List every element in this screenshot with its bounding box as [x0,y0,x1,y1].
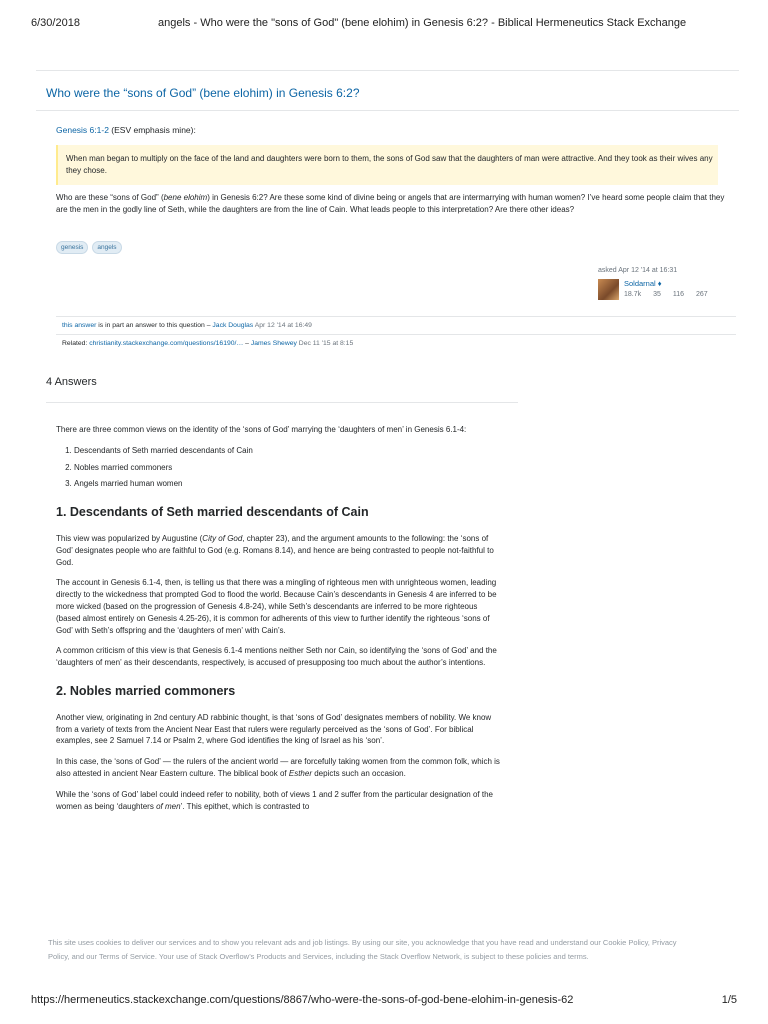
comment [56,316,736,334]
blockquote-text: When man began to multiply on the face of the land and daughters were born to them, the sons of God saw that the daughters of man were attractive. And they took as their wives any they chose. [66,154,713,175]
paragraph-text: ’. This epithet, which is contrasted to [180,801,310,811]
question-intro-text: (ESV emphasis mine): [108,125,196,135]
asked-timestamp: asked Apr 12 '14 at 16:31 [598,267,678,274]
divider [36,110,739,111]
paragraph-emphasis: Esther [288,768,312,778]
comment-user-link[interactable]: James Shewey [250,340,297,347]
owner-username-link[interactable]: Soldarnal ♦ [624,279,662,288]
comment-user-link[interactable]: Jack Douglas [212,322,254,329]
paragraph [56,533,502,568]
paragraph: A common criticism of this view is that Genesis 6.1-4 mentions neither Seth nor Cain, so identifying the ‘sons of God’ and the ‘daughters of men’ as their descendants, respectively, is accused of presupposing too much about the author’s intentions. [56,646,497,668]
question-body-part-2: ) in Genesis 6:2? Are these some kind of divine being or angels that are intermarrying with human women? I’ve heard some people claim that they are the men in the godly line of Seth, while the daughters are from the line of Cain. What leads people to this interpretation? Are there other ideas? [56,193,725,214]
paragraph-emphasis: City of God [202,533,243,543]
reputation-stats [624,291,718,298]
question-intro [56,125,196,135]
question-title-link[interactable]: Who were the “sons of God” (bene elohim) in Genesis 6:2? [46,86,360,100]
divider [46,402,518,403]
paragraph [56,789,502,813]
print-url: https://hermeneutics.stackexchange.com/questions/8867/who-were-the-sons-of-god-bene-elohim-in-genesis-62 [31,994,574,1006]
paragraph: The account in Genesis 6.1-4, then, is telling us that there was a mingling of righteous men with unrighteous women, leading directly to the wickedness that prompted God to flood the world. Because Cain’s descendants in Genesis 4 are inferred to be more wicked (based on the progression of Genesis 4.8-24), while Seth’s descendants are inferred to be more righteous (based almost entirely on Genesis 4.25-26), it is common for adherents of this view to further identify the righteous ‘sons of God’ with Seth’s offspring and the ‘daughters of men’ with Cain’s. [56,578,497,635]
paragraph-text: While the ‘sons of God’ label could indeed refer to nobility, both of views 1 and 2 suffer from the particular designation of the women as being ‘daughters [56,789,493,811]
comment-link[interactable]: this answer [62,322,97,329]
comment-prefix: Related: [62,340,90,347]
silver-badge-count: 116 [672,291,684,298]
paragraph: Another view, originating in 2nd century AD rabbinic thought, is that ‘sons of God’ designates members of nobility. We know from a variety of texts from the Ancient Near East that rulers were regularly perceived as the ‘sons of God’. For biblical examples, see 2 Samuel 7.14 or Psalm 2, where God identifies the king of Israel as his ‘son’. [56,712,492,746]
views-list [56,445,502,490]
paragraph-text: , chapter 23), and the argument amounts to the following: the ‘sons of God’ designates people who are faithful to God (e.g. Romans 8.14), and hence are being contrasted to people not-faithful to God. [56,533,494,567]
cookie-notice-text: This site uses cookies to deliver our services and to show you relevant ads and job listings. By using our site, you acknowledge that you have read and understand our Cookie Policy, Privacy Policy, and our Terms of Service. Your use of Stack Overflow’s Products and Services, including the Stack Overflow Network, is subject to these policies and terms. [48,938,677,961]
gold-badge-count: 35 [653,291,661,298]
question-body-emphasis: bene elohim [163,193,208,202]
comment-link[interactable]: christianity.stackexchange.com/questions/16190/… [89,340,244,347]
answer-intro: There are three common views on the identity of the ‘sons of God’ marrying the ‘daughters of men’ in Genesis 6.1-4: [56,425,467,434]
comment-text: is in part an answer to this question – [96,322,213,329]
comment-timestamp: Dec 11 '15 at 8:15 [296,340,354,347]
list-item: 2. Nobles married commoners [74,462,502,474]
cookie-notice-banner [0,932,768,980]
list-item: 3. Angels married human women [74,478,502,490]
answer-body [56,424,502,821]
comment [56,334,736,352]
list-item: 1. Descendants of Seth married descendants of Cain [74,445,502,457]
print-page-title: angels - Who were the "sons of God" (bene elohim) in Genesis 6:2? - Biblical Hermeneutics Stack Exchange [158,17,687,29]
reputation-score: 18.7k [624,291,642,298]
question-body-part-1: Who are these “sons of God” ( [56,193,164,202]
answers-count-heading: 4 Answers [46,376,97,388]
print-date: 6/30/2018 [31,17,80,29]
bronze-badge-count: 267 [695,291,708,298]
paragraph-text: depicts such an occasion. [312,768,406,778]
avatar[interactable] [598,279,619,300]
paragraph-text: This view was popularized by Augustine ( [56,533,203,543]
tag-genesis[interactable]: genesis [56,241,88,254]
section-heading: 1. Descendants of Seth married descendants of Cain [56,505,369,520]
paragraph-text: In this case, the ‘sons of God’ — the rulers of the ancient world — are forcefully taking women from the common folk, which is also attested in ancient Near Eastern culture. The biblical book of [56,757,500,778]
blockquote [56,145,718,185]
page-number: 1/5 [721,994,737,1006]
comment-text: – [243,340,251,347]
tag-list [56,241,122,254]
section-heading: 2. Nobles married commoners [56,683,236,698]
paragraph-emphasis: of men [156,801,181,811]
paragraph [56,756,502,780]
tag-angels[interactable]: angels [92,241,121,254]
comment-timestamp: Apr 12 '14 at 16:49 [253,322,312,329]
comment-list [56,316,736,352]
question-body [56,192,726,216]
scripture-link[interactable]: Genesis 6:1-2 [56,125,109,135]
question-owner-card [598,267,728,298]
